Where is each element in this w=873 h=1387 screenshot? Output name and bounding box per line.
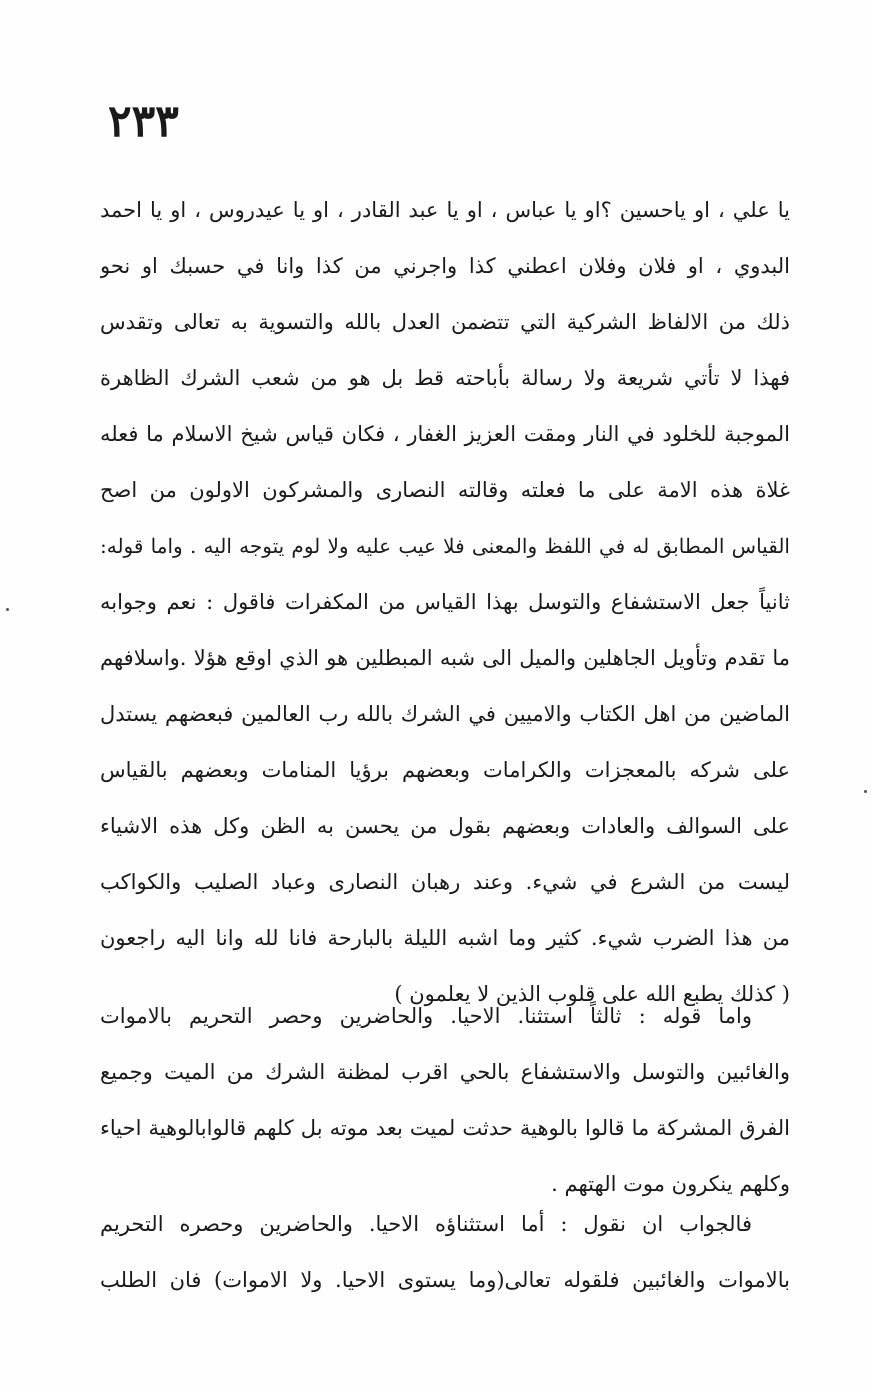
text-line: بالاموات والغائبين فلقوله تعالى(وما يستوى الاحيا. ولا الاموات) فان الطلب <box>100 1268 790 1292</box>
text-line: على السوالف والعادات وبعضهم بقول من يحسن به الظن وكل هذه الاشياء <box>100 814 790 838</box>
paragraph-1 <box>100 182 790 1022</box>
scan-speck <box>6 608 9 611</box>
text-line: يا علي ، او ياحسين ؟او يا عباس ، او يا عبد القادر ، او يا عيدروس ، او يا احمد <box>100 198 790 222</box>
text-line: والغائبين والتوسل والاستشفاع بالحي اقرب لمظنة الشرك من الميت وجميع <box>100 1060 790 1084</box>
paragraph-3 <box>100 1196 790 1308</box>
text-line: الموجبة للخلود في النار ومقت العزيز الغفار ، فكان قياس شيخ الاسلام ما فعله <box>100 422 790 446</box>
quran-quote-line: ( كذلك يطبع الله على قلوب الذين لا يعلمون ) <box>394 982 790 1006</box>
text-line: ذلك من الالفاظ الشركية التي تتضمن العدل بالله والتسوية به تعالى وتقدس <box>100 310 790 334</box>
text-line: غلاة هذه الامة على ما فعلته وقالته النصارى والمشركون الاولون من اصح <box>100 478 790 502</box>
scan-speck <box>864 790 867 793</box>
text-line: ثانياً جعل الاستشفاع والتوسل بهذا القياس من المكفرات فاقول : نعم وجوابه <box>100 590 790 614</box>
text-line: فهذا لا تأتي شريعة ولا رسالة بأباحته قط بل هو من شعب الشرك الظاهرة <box>100 366 790 390</box>
page-number: ٢٣٣ <box>108 96 179 147</box>
text-line: ما تقدم وتأويل الجاهلين والميل الى شبه المبطلين هو الذي اوقع هؤلا .واسلافهم <box>100 646 790 670</box>
text-line: وكلهم ينكرون موت الهتهم . <box>551 1172 790 1196</box>
text-line: ليست من الشرع في شيء. وعند رهبان النصارى وعباد الصليب والكواكب <box>100 870 790 894</box>
text-line: الفرق المشركة ما قالوا بالوهية حدثت لميت بعد موته بل كلهم قالوابالوهية احياء <box>100 1116 790 1140</box>
text-line: الماضين من اهل الكتاب والاميين في الشرك بالله رب العالمين فبعضهم يستدل <box>100 702 790 726</box>
paragraph-2 <box>100 988 790 1212</box>
text-line: واما قوله : ثالثاً استثنا. الاحيا. والحاضرين وحصر التحريم بالاموات <box>100 1004 752 1028</box>
text-line: على شركه بالمعجزات والكرامات وبعضهم برؤيا المنامات وبعضهم بالقياس <box>100 758 790 782</box>
text-line: فالجواب ان نقول : أما استثناؤه الاحيا. والحاضرين وحصره التحريم <box>100 1212 752 1236</box>
text-line: البدوي ، او فلان وفلان اعطني كذا واجرني من كذا وانا في حسبك او نحو <box>100 254 790 278</box>
text-line: القياس المطابق له في اللفظ والمعنى فلا عيب عليه ولا لوم يتوجه اليه . واما قوله: <box>100 534 790 558</box>
text-line: من هذا الضرب شيء. كثير وما اشبه الليلة بالبارحة فانا لله وانا اليه راجعون <box>100 926 790 950</box>
